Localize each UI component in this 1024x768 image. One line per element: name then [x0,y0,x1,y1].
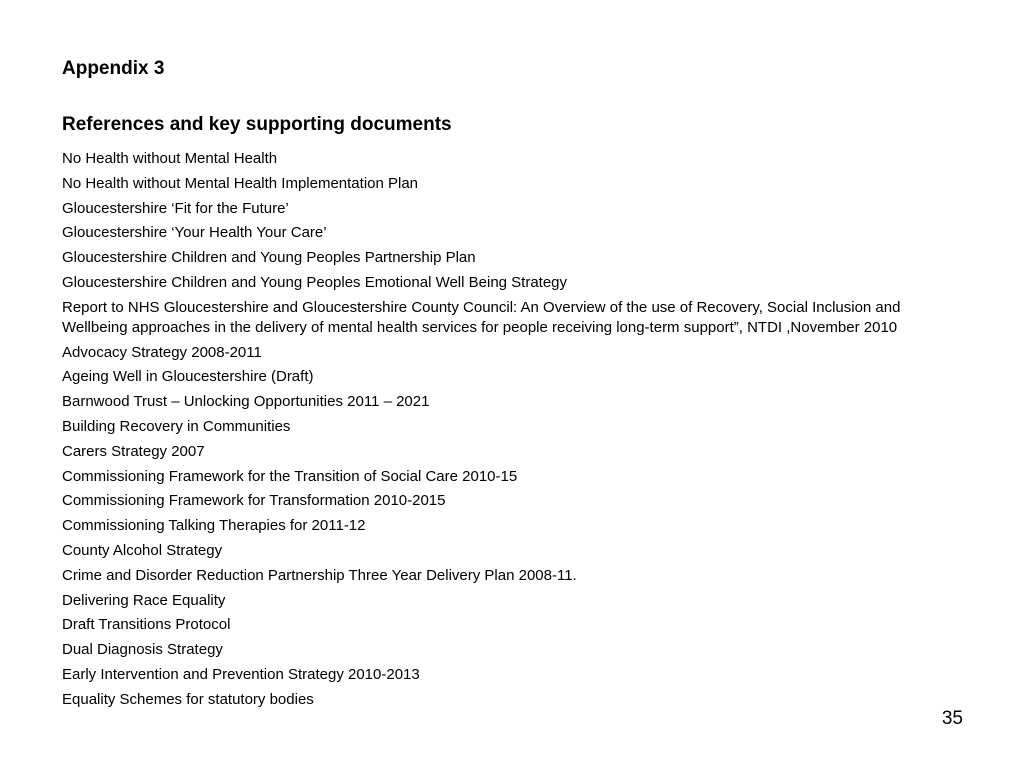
reference-item: Building Recovery in Communities [62,417,291,435]
reference-item: Gloucestershire ‘Fit for the Future’ [62,199,289,217]
reference-item: Dual Diagnosis Strategy [62,641,223,659]
reference-item: No Health without Mental Health Implementation Plan [62,174,419,192]
reference-item: Draft Transitions Protocol [62,616,231,634]
reference-item: Gloucestershire Children and Young Peoples Partnership Plan [62,249,476,267]
reference-item: Commissioning Framework for the Transition of Social Care 2010-15 [62,467,518,485]
appendix-title: Appendix 3 [62,58,165,79]
reference-item: Ageing Well in Gloucestershire (Draft) [62,368,314,386]
page-number: 35 [941,708,963,729]
reference-item: Commissioning Framework for Transformation 2010-2015 [62,492,446,510]
reference-list [62,149,962,710]
reference-item: No Health without Mental Health [62,150,278,167]
reference-item: Commissioning Talking Therapies for 2011-12 [62,517,366,535]
reference-item: Advocacy Strategy 2008-2011 [62,343,262,361]
reference-item: Report to NHS Gloucestershire and Gloucestershire County Council: An Overview of the use of Recovery, Social Inclusion and Wellbeing approaches in the delivery of mental health services for people receiving long-term support”, NTDI ,November 2010 [62,298,901,336]
reference-item: Gloucestershire ‘Your Health Your Care’ [62,224,327,242]
document-page [62,56,962,715]
reference-item: Equality Schemes for statutory bodies [62,690,314,708]
reference-item: Crime and Disorder Reduction Partnership Three Year Delivery Plan 2008-11. [62,566,577,584]
reference-item: Gloucestershire Children and Young Peoples Emotional Well Being Strategy [62,273,568,291]
reference-item: County Alcohol Strategy [62,541,223,559]
reference-item: Delivering Race Equality [62,591,226,609]
reference-item: Barnwood Trust – Unlocking Opportunities 2011 – 2021 [62,393,430,411]
reference-item: Early Intervention and Prevention Strategy 2010-2013 [62,665,420,683]
reference-item: Carers Strategy 2007 [62,442,205,460]
section-title: References and key supporting documents [62,114,452,135]
